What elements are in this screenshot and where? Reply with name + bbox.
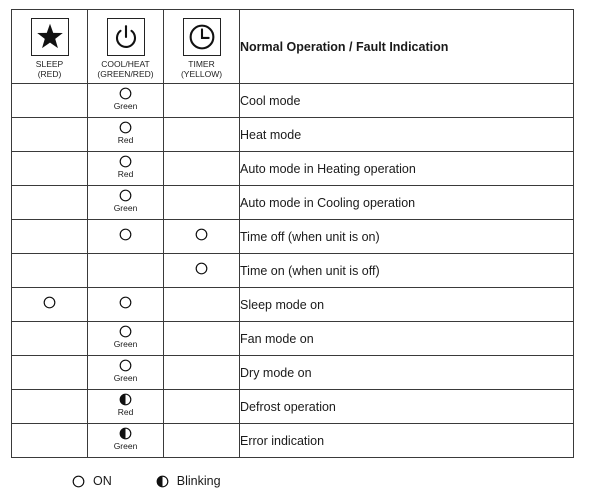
timer-indicator bbox=[195, 228, 208, 241]
indicator-color-label: Green bbox=[113, 373, 138, 383]
half-filled-circle-icon bbox=[119, 427, 132, 440]
operation-description: Dry mode on bbox=[240, 356, 574, 390]
timer-color-label: (YELLOW) bbox=[180, 69, 223, 79]
indicator-color-label: Green bbox=[113, 441, 138, 451]
operation-description: Error indication bbox=[240, 424, 574, 458]
coolheat-indicator-cell bbox=[88, 186, 164, 220]
circle-outline-icon bbox=[119, 189, 132, 202]
legend-on-label: ON bbox=[93, 474, 112, 488]
clock-icon bbox=[183, 18, 221, 56]
operation-description: Defrost operation bbox=[240, 390, 574, 424]
table-row bbox=[12, 322, 574, 356]
indicator-color-label: Green bbox=[113, 203, 138, 213]
timer-column-header bbox=[164, 10, 240, 84]
sleep-indicator-cell bbox=[12, 390, 88, 424]
operation-description: Auto mode in Cooling operation bbox=[240, 186, 574, 220]
star-icon bbox=[31, 18, 69, 56]
sleep-label: SLEEP bbox=[35, 59, 64, 69]
operation-description: Time off (when unit is on) bbox=[240, 220, 574, 254]
circle-outline-icon bbox=[119, 87, 132, 100]
coolheat-indicator-cell bbox=[88, 220, 164, 254]
operation-description: Cool mode bbox=[240, 84, 574, 118]
circle-outline-icon bbox=[195, 262, 208, 275]
circle-outline-icon bbox=[43, 296, 56, 309]
timer-indicator-cell bbox=[164, 424, 240, 458]
coolheat-indicator bbox=[118, 393, 134, 417]
table-row bbox=[12, 118, 574, 152]
circle-outline-icon bbox=[72, 475, 85, 488]
legend bbox=[72, 474, 265, 488]
legend-blinking-label: Blinking bbox=[176, 474, 221, 488]
sleep-indicator-cell bbox=[12, 84, 88, 118]
coolheat-indicator bbox=[114, 427, 138, 451]
table-row bbox=[12, 84, 574, 118]
coolheat-indicator-cell bbox=[88, 390, 164, 424]
table-title: Normal Operation / Fault Indication bbox=[240, 10, 574, 84]
half-filled-circle-icon bbox=[119, 393, 132, 406]
table-row bbox=[12, 152, 574, 186]
coolheat-label: COOL/HEAT bbox=[101, 59, 150, 69]
sleep-color-label: (RED) bbox=[37, 69, 62, 79]
circle-outline-icon bbox=[195, 228, 208, 241]
timer-indicator-cell bbox=[164, 322, 240, 356]
coolheat-indicator-cell bbox=[88, 424, 164, 458]
coolheat-indicator bbox=[114, 189, 138, 213]
coolheat-indicator-cell bbox=[88, 118, 164, 152]
timer-indicator-cell bbox=[164, 220, 240, 254]
coolheat-indicator-cell bbox=[88, 356, 164, 390]
coolheat-indicator bbox=[119, 296, 132, 309]
timer-indicator-cell bbox=[164, 288, 240, 322]
table-row bbox=[12, 288, 574, 322]
coolheat-indicator-cell bbox=[88, 84, 164, 118]
table-row bbox=[12, 356, 574, 390]
coolheat-indicator-cell bbox=[88, 322, 164, 356]
indicator-color-label: Red bbox=[117, 169, 134, 179]
circle-outline-icon bbox=[119, 359, 132, 372]
indicator-color-label: Red bbox=[117, 135, 134, 145]
sleep-indicator-cell bbox=[12, 322, 88, 356]
sleep-indicator-cell bbox=[12, 118, 88, 152]
sleep-indicator-cell bbox=[12, 220, 88, 254]
indicator-color-label: Green bbox=[113, 101, 138, 111]
legend-on bbox=[72, 474, 112, 488]
sleep-indicator-cell bbox=[12, 254, 88, 288]
coolheat-indicator bbox=[118, 155, 134, 179]
timer-indicator-cell bbox=[164, 84, 240, 118]
power-icon bbox=[107, 18, 145, 56]
sleep-column-header bbox=[12, 10, 88, 84]
sleep-indicator-cell bbox=[12, 152, 88, 186]
operation-description: Sleep mode on bbox=[240, 288, 574, 322]
sleep-indicator-cell bbox=[12, 356, 88, 390]
table-row bbox=[12, 424, 574, 458]
operation-description: Auto mode in Heating operation bbox=[240, 152, 574, 186]
coolheat-indicator bbox=[114, 87, 138, 111]
sleep-indicator-cell bbox=[12, 186, 88, 220]
operation-description: Heat mode bbox=[240, 118, 574, 152]
coolheat-indicator bbox=[114, 325, 138, 349]
circle-outline-icon bbox=[119, 155, 132, 168]
circle-outline-icon bbox=[119, 228, 132, 241]
coolheat-column-header bbox=[88, 10, 164, 84]
sleep-indicator-cell bbox=[12, 424, 88, 458]
operation-description: Time on (when unit is off) bbox=[240, 254, 574, 288]
table-row bbox=[12, 254, 574, 288]
legend-blinking bbox=[156, 474, 221, 488]
circle-outline-icon bbox=[119, 325, 132, 338]
timer-indicator-cell bbox=[164, 356, 240, 390]
indicator-table bbox=[11, 9, 574, 458]
circle-outline-icon bbox=[119, 121, 132, 134]
timer-indicator-cell bbox=[164, 152, 240, 186]
table-row bbox=[12, 390, 574, 424]
half-filled-circle-icon bbox=[156, 475, 169, 488]
table-row bbox=[12, 220, 574, 254]
timer-indicator-cell bbox=[164, 390, 240, 424]
sleep-indicator-cell bbox=[12, 288, 88, 322]
circle-outline-icon bbox=[119, 296, 132, 309]
coolheat-indicator bbox=[119, 228, 132, 241]
coolheat-indicator-cell bbox=[88, 254, 164, 288]
timer-indicator-cell bbox=[164, 254, 240, 288]
sleep-indicator bbox=[43, 296, 56, 309]
indicator-color-label: Green bbox=[113, 339, 138, 349]
coolheat-indicator bbox=[118, 121, 134, 145]
coolheat-indicator-cell bbox=[88, 152, 164, 186]
timer-indicator-cell bbox=[164, 186, 240, 220]
timer-label: TIMER bbox=[188, 59, 215, 69]
coolheat-indicator bbox=[114, 359, 138, 383]
coolheat-color-label: (GREEN/RED) bbox=[97, 69, 154, 79]
timer-indicator bbox=[195, 262, 208, 275]
coolheat-indicator-cell bbox=[88, 288, 164, 322]
operation-description: Fan mode on bbox=[240, 322, 574, 356]
table-row bbox=[12, 186, 574, 220]
timer-indicator-cell bbox=[164, 118, 240, 152]
indicator-color-label: Red bbox=[117, 407, 134, 417]
header-row bbox=[12, 10, 574, 84]
